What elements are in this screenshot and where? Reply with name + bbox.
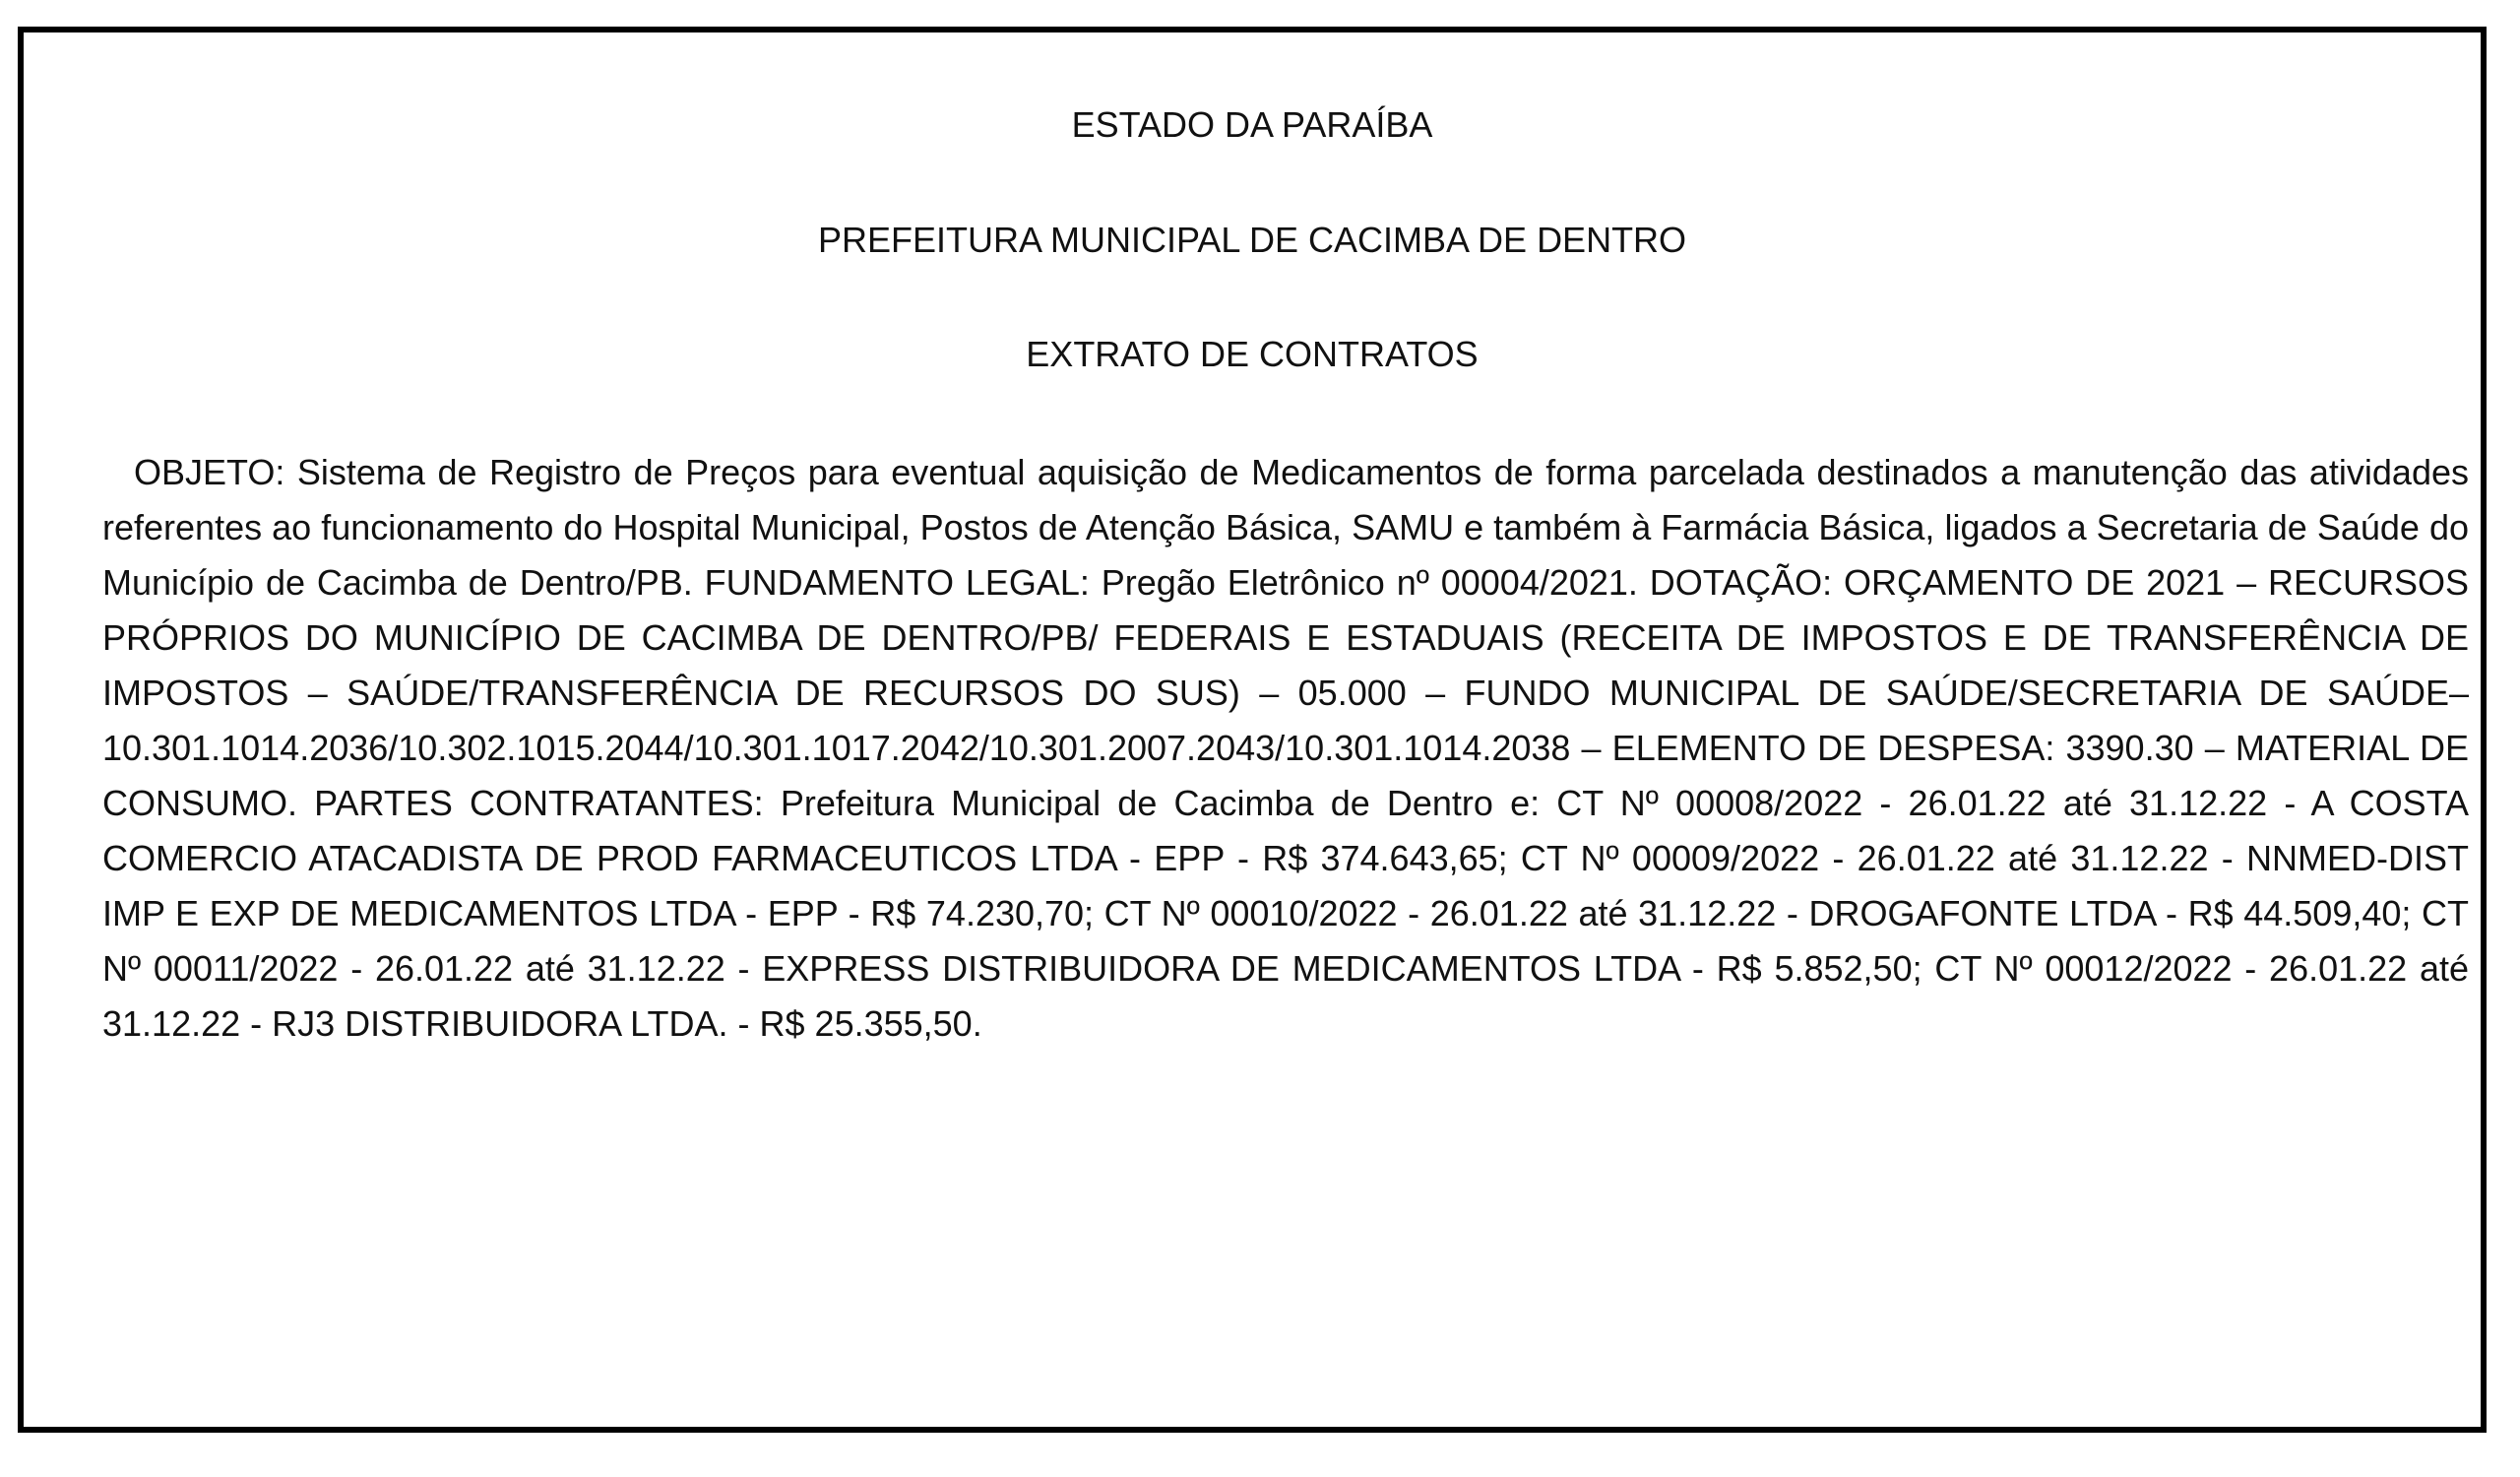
state-heading: ESTADO DA PARAÍBA xyxy=(1071,104,1433,145)
contract-extract-body: OBJETO: Sistema de Registro de Preços para eventual aquisição de Medicamentos de forma parcelada destinados a manutenção das atividades referentes ao funcionamento do Hospital Municipal, Postos de Atenção Básica, SAMU e também à Farmácia Básica, ligados a Secretaria de Saúde do Município de Cacimba de Dentro/PB. FUNDAMENTO LEGAL: Pregão Eletrônico nº 00004/2021. DOTAÇÃO: ORÇAMENTO DE 2021 – RECURSOS PRÓPRIOS DO MUNICÍPIO DE CACIMBA DE DENTRO/PB/ FEDERAIS E ESTADUAIS (RECEITA DE IMPOSTOS E DE TRANSFERÊNCIA DE IMPOSTOS – SAÚDE/TRANSFERÊNCIA DE RECURSOS DO SUS) – 05.000 – FUNDO MUNICIPAL DE SAÚDE/SECRETARIA DE SAÚDE– 10.301.1014.2036/10.302.1015.2044/10.301.1017.2042/10.301.2007.2043/10.301.1014.2038 – ELEMENTO DE DESPESA: 3390.30 – MATERIAL DE CONSUMO. PARTES CONTRATANTES: Prefeitura Municipal de Cacimba de Dentro e: CT Nº 00008/2022 - 26.01.22 até 31.12.22 - A COSTA COMERCIO ATACADISTA DE PROD FARMACEUTICOS LTDA - EPP - R$ 374.643,65; CT Nº 00009/2022 - 26.01.22 até 31.12.22 - NNMED-DIST IMP E EXP DE MEDICAMENTOS LTDA - EPP - R$ 74.230,70; CT Nº 00010/2022 - 26.01.22 até 31.12.22 - DROGAFONTE LTDA - R$ 44.509,40; CT Nº 00011/2022 - 26.01.22 até 31.12.22 - EXPRESS DISTRIBUIDORA DE MEDICAMENTOS LTDA - R$ 5.852,50; CT Nº 00012/2022 - 26.01.22 até 31.12.22 - RJ3 DISTRIBUIDORA LTDA. - R$ 25.355,50. xyxy=(102,452,2469,1044)
document-frame xyxy=(18,27,2487,1433)
municipality-heading: PREFEITURA MUNICIPAL DE CACIMBA DE DENTRO xyxy=(817,220,1687,260)
document-title: EXTRATO DE CONTRATOS xyxy=(1026,334,1479,374)
